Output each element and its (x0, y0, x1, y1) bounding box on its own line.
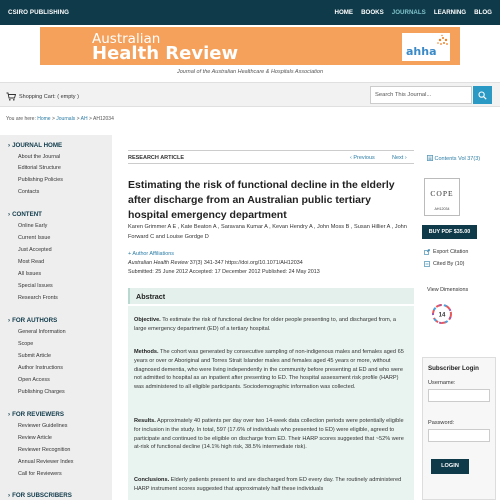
chevron-icon: › (8, 211, 11, 218)
sidebar-item-reviewer-recognition[interactable]: Reviewer Recognition (18, 447, 71, 453)
export-citation-label: Export Citation (433, 249, 469, 255)
chevron-icon: › (8, 411, 11, 418)
cope-subtext: AH12034 (434, 207, 450, 211)
breadcrumb-journals[interactable]: Journals (56, 116, 76, 122)
previous-label: Previous (353, 155, 375, 161)
cart-icon (6, 92, 16, 101)
subscriber-login-box (422, 357, 496, 500)
cited-by-link[interactable] (424, 261, 464, 267)
password-label: Password: (428, 420, 455, 426)
nav-books[interactable]: BOOKS (361, 9, 384, 16)
top-navigation-bar (0, 0, 500, 25)
sidebar-item-policies[interactable]: Publishing Policies (18, 177, 63, 183)
abstract-label: Objective. (134, 317, 161, 323)
sidebar-item-reviewer-guidelines[interactable]: Reviewer Guidelines (18, 423, 68, 429)
nav-journals[interactable]: JOURNALS (391, 9, 426, 16)
sidebar-item-submit-article[interactable]: Submit Article (18, 353, 51, 359)
sidebar-section-journal-home[interactable] (8, 142, 62, 149)
article-authors[interactable]: Karen Grimmer A E , Kate Beaton A , Saravana Kumar A , Kevan Hendry A , John Moss B , Susan Hillier A , John Forward C and Louise Gordge D (128, 224, 407, 240)
dimensions-count: 14 (438, 312, 446, 319)
sidebar-item-special-issues[interactable]: Special Issues (18, 283, 53, 289)
nav-blog[interactable]: BLOG (474, 9, 492, 16)
contents-list-icon (427, 155, 433, 161)
sidebar-section-title: FOR REVIEWERS (12, 411, 64, 418)
breadcrumb-home[interactable]: Home (37, 116, 51, 122)
journal-search-input[interactable]: Search This Journal... (370, 86, 472, 104)
sidebar-item-online-early[interactable]: Online Early (18, 223, 48, 229)
sidebar-item-scope[interactable]: Scope (18, 341, 34, 347)
cart-label: Shopping Cart: ( empty ) (19, 93, 79, 100)
username-input[interactable] (428, 389, 490, 402)
abstract-results (134, 417, 409, 452)
chevron-icon: › (8, 142, 11, 149)
cited-by-label: Cited By (10) (433, 261, 465, 267)
next-article-link[interactable] (392, 155, 407, 161)
banner-line-2: Health Review (92, 43, 239, 64)
ahha-logo-text: ahha (406, 45, 437, 58)
nav-home[interactable]: HOME (334, 9, 354, 16)
article-dates: Submitted: 25 June 2012 Accepted: 17 December 2012 Published: 24 May 2013 (128, 268, 320, 275)
journal-banner-area (0, 25, 500, 81)
nav-learning[interactable]: LEARNING (433, 9, 467, 16)
sidebar-section-for-subscribers[interactable] (8, 492, 72, 499)
journal-sidebar (0, 135, 112, 500)
citation-journal: Australian Health Review (128, 260, 189, 266)
publisher-logo[interactable]: CSIRO PUBLISHING (8, 9, 70, 16)
sidebar-item-about[interactable]: About the Journal (18, 154, 61, 160)
username-label: Username: (428, 380, 456, 386)
abstract-methods (134, 348, 409, 392)
sidebar-item-call-for-reviewers[interactable]: Call for Reviewers (18, 471, 62, 477)
sidebar-section-title: CONTENT (12, 211, 42, 218)
author-affiliations-toggle[interactable]: + Author Affiliations (128, 251, 174, 257)
abstract-body (128, 306, 414, 500)
login-button[interactable]: LOGIN (431, 459, 469, 474)
cart-search-bar (0, 82, 500, 107)
abstract-label: Methods. (134, 349, 159, 355)
breadcrumb-ah[interactable]: AH (80, 116, 88, 122)
citation-details[interactable]: 37(3) 341-347 https://doi.org/10.1071/AH12034 (189, 260, 303, 266)
abstract-heading-bar (128, 288, 414, 304)
cited-by-icon (424, 261, 430, 267)
sidebar-section-content[interactable] (8, 211, 42, 218)
abstract-heading: Abstract (136, 292, 166, 301)
banner-subtitle: Journal of the Australian Healthcare & Hospitals Association (176, 69, 324, 75)
banner-line-1: Australian (92, 31, 161, 47)
sidebar-item-research-fronts[interactable]: Research Fronts (18, 295, 58, 301)
contents-label: Contents Vol 37(3) (434, 156, 481, 162)
abstract-text: Elderly patients present to and are discharged from ED every day. The routinely administered HARP instrument scores suggested that approximately half these individuals (134, 477, 402, 492)
main-nav (335, 9, 493, 16)
abstract-text: The cohort was generated by consecutive sampling of non-indigenous males and females aged 65 years or over or Aboriginal and Torres Strait Islander males and females aged 45 years or more, without diagnosed dementia, who were living independently in the community before presenting at ED and who were not admitted to hospital as an inpatient after presenting to ED. The hospital assessment risk profile (HARP) was administered to all eligible participants. Sociodemographic information was collected. (134, 349, 404, 391)
sidebar-item-review-article[interactable]: Review Article (18, 435, 52, 441)
buy-pdf-button[interactable]: BUY PDF $35.00 (422, 225, 477, 239)
sidebar-item-publishing-charges[interactable]: Publishing Charges (18, 389, 65, 395)
sidebar-item-open-access[interactable]: Open Access (18, 377, 50, 383)
search-icon (478, 91, 487, 100)
sidebar-item-editorial[interactable]: Editorial Structure (18, 165, 61, 171)
chevron-left-icon: ‹ (350, 155, 354, 161)
shopping-cart[interactable] (6, 92, 79, 101)
cope-logo-text: COPE (430, 189, 454, 198)
abstract-text: Approximately 40 patients per day over two 14-week data collection periods were potentially eligible for inclusion in the study. In total, 597 (17.6% of individuals who presented to ED) were eligible, agreed to participate and continued to be eligible on discharge from ED. Their HARP scores suggested that ~52% were at-risk of functional decline (14.1% high risk, 38.5% intermediate risk). (134, 418, 404, 451)
cope-badge[interactable] (424, 178, 460, 216)
abstract-conclusions (134, 476, 409, 494)
breadcrumb: You are here: Home > Journals > AH > AH12034 (6, 116, 114, 122)
sidebar-item-author-instructions[interactable]: Author Instructions (18, 365, 63, 371)
dimensions-badge[interactable] (431, 303, 453, 325)
next-label: Next (392, 155, 404, 161)
search-button[interactable] (473, 86, 492, 104)
article-type-label: RESEARCH ARTICLE (128, 155, 185, 161)
breadcrumb-current: AH12034 (93, 116, 114, 122)
chevron-icon: › (8, 492, 11, 499)
password-input[interactable] (428, 429, 490, 442)
breadcrumb-prefix: You are here: (6, 116, 36, 122)
article-title: Estimating the risk of functional decline in the elderly after discharge from an Australian public tertiary hospital emergency department (128, 179, 395, 221)
sidebar-section-title: FOR SUBSCRIBERS (12, 492, 72, 499)
sidebar-item-current-issue[interactable]: Current Issue (18, 235, 51, 241)
ahha-logo-icon (402, 33, 450, 61)
abstract-objective (134, 316, 409, 334)
sidebar-item-all-issues[interactable]: All Issues (18, 271, 42, 277)
article-citation (128, 259, 418, 276)
export-icon (424, 249, 430, 255)
sidebar-item-general-info[interactable]: General Information (18, 329, 66, 335)
journal-banner[interactable] (40, 27, 460, 65)
view-dimensions-label: View Dimensions (427, 287, 469, 293)
sidebar-section-for-authors[interactable] (8, 317, 57, 324)
sidebar-section-title: FOR AUTHORS (12, 317, 58, 324)
sidebar-item-just-accepted[interactable]: Just Accepted (18, 247, 52, 253)
contents-link[interactable] (427, 155, 480, 162)
abstract-label: Conclusions. (134, 477, 170, 483)
previous-article-link[interactable] (350, 155, 375, 161)
sidebar-item-annual-reviewer-index[interactable]: Annual Reviewer Index (18, 459, 74, 465)
abstract-text: To estimate the risk of functional decline for older people presenting to, and discharged from, a large emergency department (ED) of a tertiary hospital. (134, 317, 397, 332)
chevron-right-icon: › (403, 155, 407, 161)
sidebar-section-for-reviewers[interactable] (8, 411, 64, 418)
article-header-row (128, 150, 481, 164)
login-title: Subscriber Login (428, 365, 479, 372)
export-citation-link[interactable] (424, 249, 468, 255)
abstract-label: Results. (134, 418, 156, 424)
sidebar-item-contacts[interactable]: Contacts (18, 189, 40, 195)
chevron-icon: › (8, 317, 11, 324)
sidebar-section-title: JOURNAL HOME (12, 142, 63, 149)
sidebar-item-most-read[interactable]: Most Read (18, 259, 45, 265)
